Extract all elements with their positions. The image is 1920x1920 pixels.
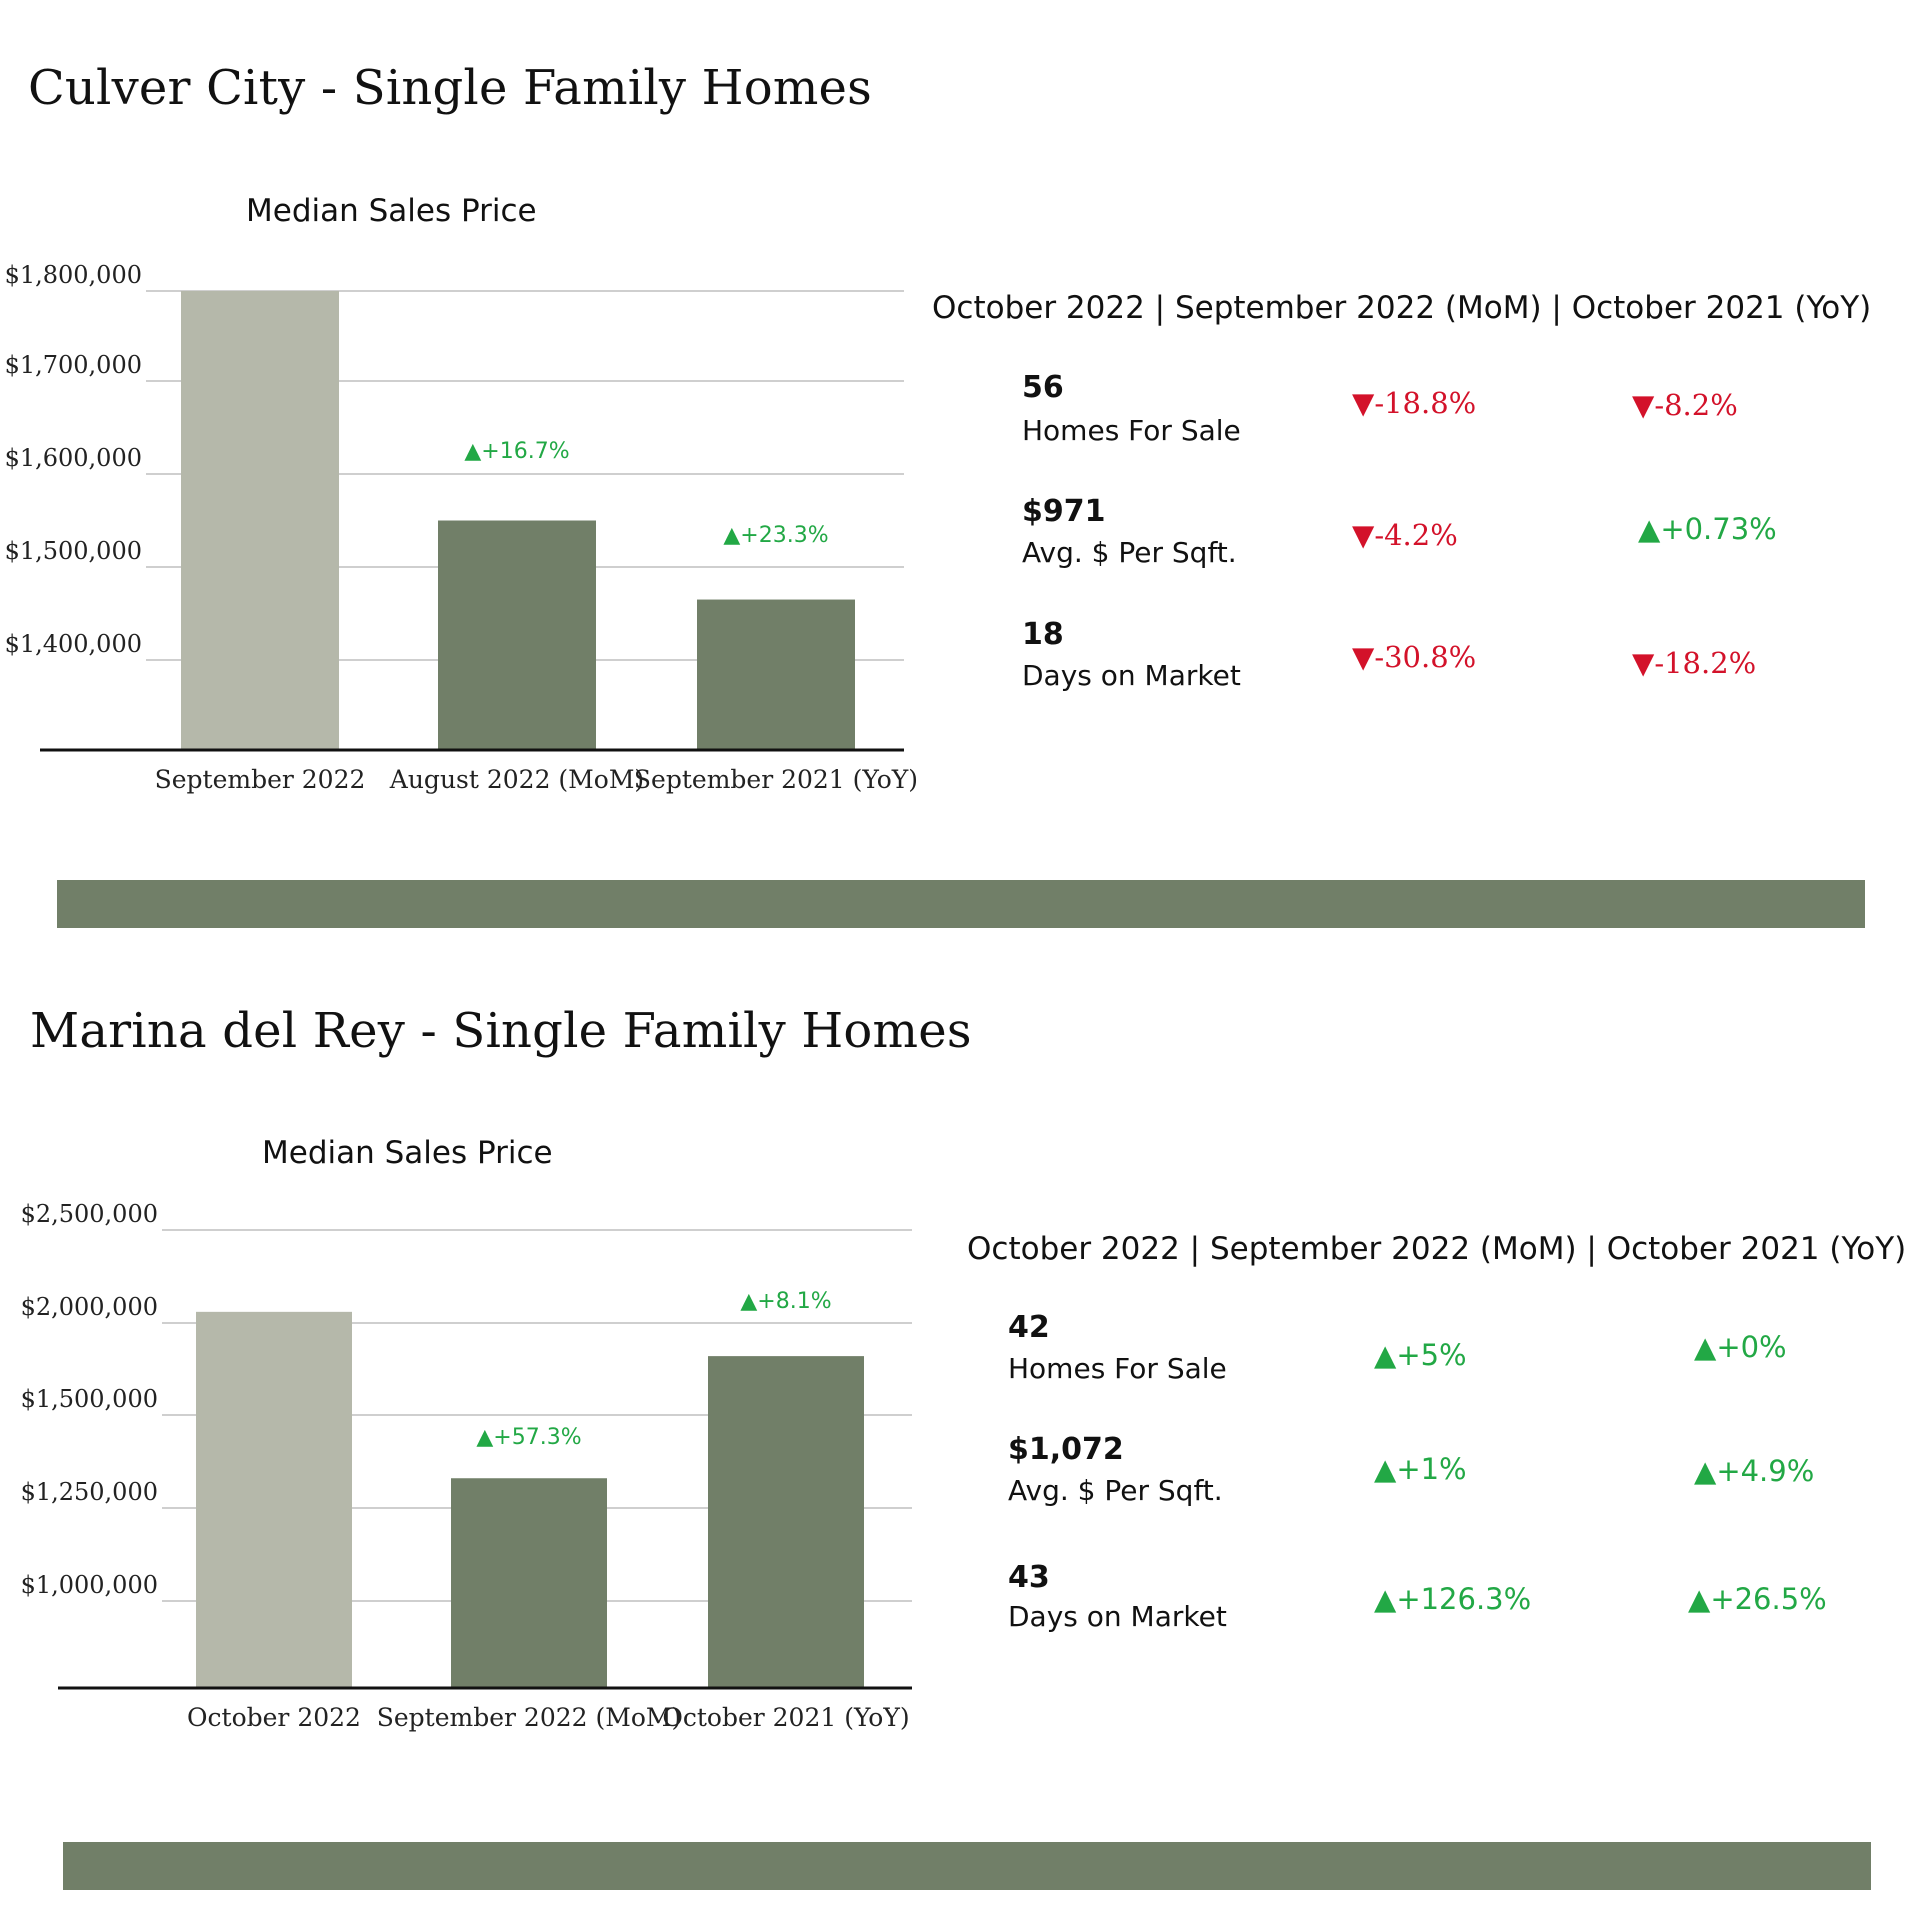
up-arrow-icon: ▲ xyxy=(1638,512,1661,546)
mom-change: ▲+1% xyxy=(1374,1452,1467,1486)
chart-title: Median Sales Price xyxy=(262,1135,553,1171)
y-tick-label: $1,000,000 xyxy=(20,1571,158,1599)
y-tick-label: $1,800,000 xyxy=(4,261,142,289)
mom-change: ▲+126.3% xyxy=(1374,1582,1532,1616)
bar-change-label: ▲+57.3% xyxy=(476,1425,582,1450)
x-tick-label: August 2022 (MoM) xyxy=(389,765,645,794)
stats-header: October 2022 | September 2022 (MoM) | October 2021 (YoY) xyxy=(967,1231,1907,1267)
up-arrow-icon: ▲ xyxy=(1694,1330,1717,1364)
up-arrow-icon: ▲ xyxy=(1374,1452,1397,1486)
bar-change-label: ▲+16.7% xyxy=(464,439,570,464)
bar-chart xyxy=(0,240,920,800)
bar xyxy=(697,600,855,750)
section-divider xyxy=(63,1842,1871,1890)
yoy-change: ▲+26.5% xyxy=(1688,1582,1827,1616)
metric-value-days-on-market: 18 xyxy=(1022,617,1064,652)
x-tick-label: October 2022 xyxy=(187,1703,361,1732)
x-tick-label: September 2021 (YoY) xyxy=(633,765,919,794)
yoy-change: ▼-18.2% xyxy=(1632,646,1757,680)
bar xyxy=(181,291,339,750)
y-tick-label: $1,400,000 xyxy=(4,630,142,658)
y-tick-label: $1,500,000 xyxy=(20,1385,158,1413)
bar xyxy=(438,521,596,751)
bar-change-label: ▲+23.3% xyxy=(723,523,829,548)
y-tick-label: $2,000,000 xyxy=(20,1293,158,1321)
metric-label-days-on-market: Days on Market xyxy=(1008,1600,1227,1633)
y-tick-label: $1,600,000 xyxy=(4,444,142,472)
down-arrow-icon: ▼ xyxy=(1632,388,1655,422)
x-tick-label: October 2021 (YoY) xyxy=(662,1703,910,1732)
down-arrow-icon: ▼ xyxy=(1352,640,1375,674)
up-arrow-icon: ▲ xyxy=(1374,1338,1397,1372)
yoy-change: ▼-8.2% xyxy=(1632,388,1738,422)
yoy-change: ▲+0.73% xyxy=(1638,512,1777,546)
up-arrow-icon: ▲ xyxy=(1694,1454,1717,1488)
yoy-change: ▲+0% xyxy=(1694,1330,1787,1364)
y-tick-label: $2,500,000 xyxy=(20,1200,158,1228)
stats-header: October 2022 | September 2022 (MoM) | October 2021 (YoY) xyxy=(932,290,1872,326)
up-arrow-icon: ▲ xyxy=(1688,1582,1711,1616)
metric-value-avg-per-sqft: $1,072 xyxy=(1008,1432,1124,1467)
metric-value-days-on-market: 43 xyxy=(1008,1560,1050,1595)
metric-value-homes-for-sale: 42 xyxy=(1008,1310,1050,1345)
down-arrow-icon: ▼ xyxy=(1632,646,1655,680)
mom-change: ▼-4.2% xyxy=(1352,518,1458,552)
y-tick-label: $1,500,000 xyxy=(4,537,142,565)
y-tick-label: $1,250,000 xyxy=(20,1478,158,1506)
down-arrow-icon: ▼ xyxy=(1352,386,1375,420)
mom-change: ▼-30.8% xyxy=(1352,640,1477,674)
bar xyxy=(196,1312,352,1688)
x-tick-label: September 2022 xyxy=(154,765,366,794)
bar xyxy=(708,1356,864,1688)
yoy-change: ▲+4.9% xyxy=(1694,1454,1815,1488)
metric-label-avg-per-sqft: Avg. $ Per Sqft. xyxy=(1022,536,1237,569)
mom-change: ▲+5% xyxy=(1374,1338,1467,1372)
down-arrow-icon: ▼ xyxy=(1352,518,1375,552)
bar-chart xyxy=(0,1180,920,1740)
metric-label-homes-for-sale: Homes For Sale xyxy=(1022,414,1241,447)
mom-change: ▼-18.8% xyxy=(1352,386,1477,420)
y-tick-label: $1,700,000 xyxy=(4,351,142,379)
metric-label-avg-per-sqft: Avg. $ Per Sqft. xyxy=(1008,1474,1223,1507)
x-tick-label: September 2022 (MoM) xyxy=(376,1703,682,1732)
up-arrow-icon: ▲ xyxy=(1374,1582,1397,1616)
chart-title: Median Sales Price xyxy=(246,193,537,229)
metric-label-homes-for-sale: Homes For Sale xyxy=(1008,1352,1227,1385)
section-divider xyxy=(57,880,1865,928)
metric-label-days-on-market: Days on Market xyxy=(1022,659,1241,692)
section-title: Culver City - Single Family Homes xyxy=(28,60,872,116)
bar xyxy=(451,1478,607,1688)
metric-value-avg-per-sqft: $971 xyxy=(1022,494,1106,529)
bar-change-label: ▲+8.1% xyxy=(740,1289,832,1314)
metric-value-homes-for-sale: 56 xyxy=(1022,370,1064,405)
section-title: Marina del Rey - Single Family Homes xyxy=(30,1003,972,1059)
